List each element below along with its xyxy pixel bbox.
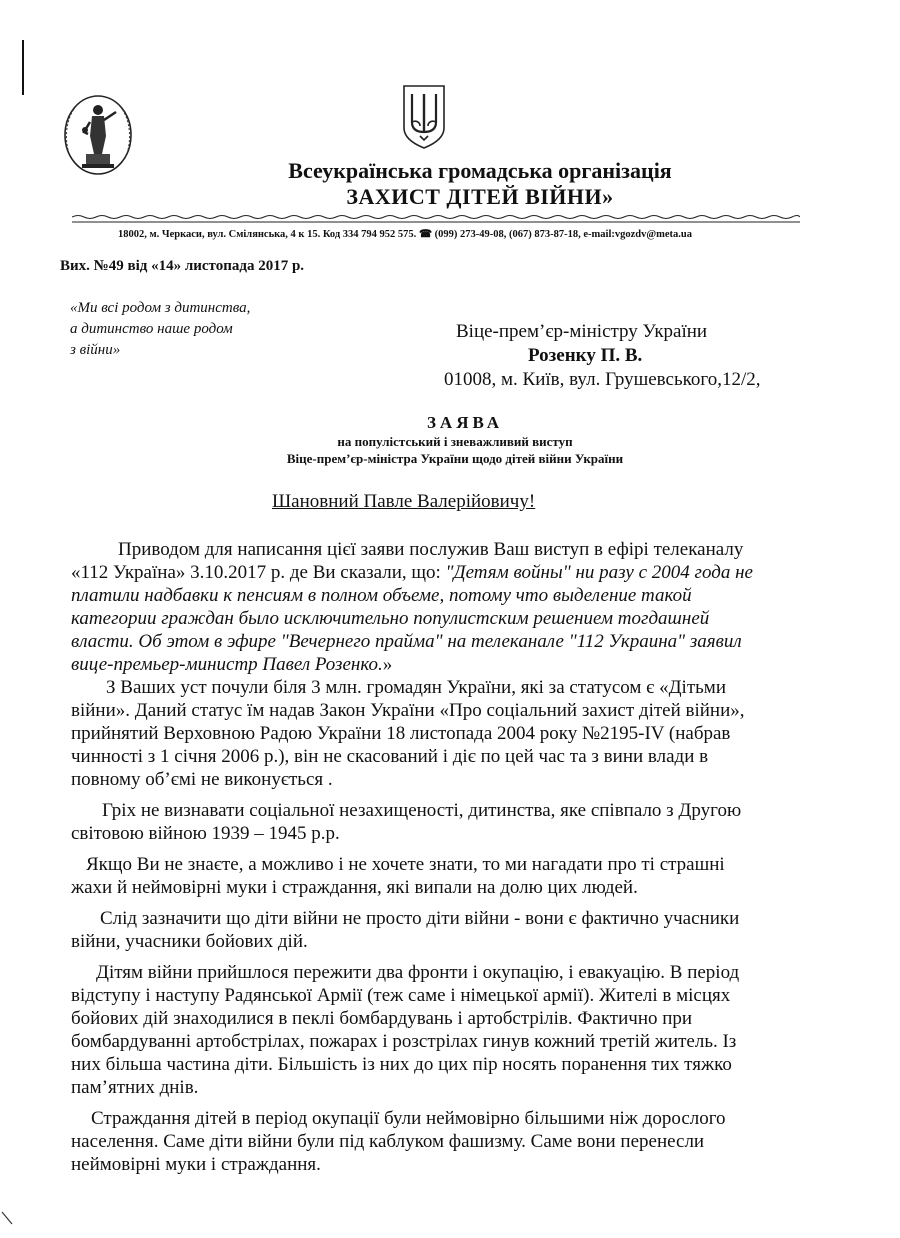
- body-text: прийнятий Верховною Радою України 18 листопада 2004 року №2195-IV (набрав: [71, 723, 731, 744]
- body-text: чинності з 1 січня 2006 р.), він не скасований і діє по цей час та з вини влади в: [71, 746, 709, 767]
- body-paragraph: [71, 961, 816, 1099]
- body-line: [71, 768, 816, 791]
- body-text: Якщо Ви не знаєте, а можливо і не хочете знати, то ми нагадати про ті страшні: [86, 854, 725, 875]
- epigraph-line: а дитинство наше родом: [70, 321, 233, 337]
- body-paragraph: [71, 907, 816, 953]
- body-text: Слід зазначити що діти війни не просто діти війни - вони є фактично учасники: [100, 908, 740, 929]
- quoted-text: категории граждан было исключительно популистским решением тогдашней: [71, 608, 710, 629]
- body-line: [102, 799, 816, 822]
- addressee-role: Віце-прем’єр-міністру України: [456, 321, 708, 342]
- phone-icon: ☎: [418, 229, 433, 240]
- body-line: [91, 1107, 816, 1130]
- body-line: [71, 722, 816, 745]
- body-line: [71, 1153, 816, 1176]
- body-line: [118, 538, 816, 561]
- epigraph-line: «Ми всі родом з дитинства,: [70, 300, 251, 316]
- addressee-name: Розенку П. В.: [528, 345, 643, 366]
- body-paragraph: [71, 1107, 816, 1176]
- org-name-line2: ЗАХИСТ ДІТЕЙ ВІЙНИ»: [346, 184, 614, 209]
- body-text: бойових дій знаходилися в пеклі бомбардувань і артобстрілів. Фактично при: [71, 1008, 693, 1029]
- body-text: жахи й неймовірні муки і страждання, які випали на долю цих людей.: [71, 877, 638, 898]
- body-line: [71, 584, 816, 607]
- quoted-text: вице-премьер-министр Павел Розенко.: [71, 654, 383, 675]
- body-line: [71, 653, 816, 676]
- body-line: [71, 930, 816, 953]
- quoted-text: власти. Об этом в эфире "Вечернего прайма" на телеканале "112 Украина" заявил: [71, 631, 742, 652]
- corner-scan-mark: [0, 1210, 16, 1228]
- body-paragraph: [71, 853, 816, 899]
- trident-coat-of-arms-icon: [400, 82, 448, 150]
- body-line: [71, 561, 816, 584]
- body-line: [71, 699, 816, 722]
- salutation: Шановний Павле Валерійовичу!: [272, 491, 536, 512]
- quoted-text: "Детям войны" ни разу с 2004 года не: [445, 562, 753, 583]
- quoted-text: платили надбавки к пенсиям в полном объеме, потому что выделение такой: [71, 585, 692, 606]
- body-line: [86, 853, 816, 876]
- margin-line: [22, 40, 24, 95]
- body-line: [71, 745, 816, 768]
- body-text: »: [382, 654, 393, 675]
- contact-phones-email: (099) 273-49-08, (067) 873-87-18, e-mail:vgozdv@meta.ua: [434, 229, 692, 240]
- paragraph-gap: [96, 899, 816, 907]
- body-text: Страждання дітей в період окупації були неймовірно більшими ніж дорослого: [91, 1108, 726, 1129]
- outgoing-reference: Вих. №49 від «14» листопада 2017 р.: [60, 258, 305, 274]
- body-line: [71, 1007, 816, 1030]
- document-subtitle-line2: Віце-прем’єр-міністра України щодо дітей війни України: [286, 451, 624, 466]
- body-text: повному об’ємі не виконується .: [71, 769, 333, 790]
- paragraph-gap: [96, 953, 816, 961]
- body-text: Приводом для написання цієї заяви послужив Ваш виступ в ефірі телеканалу: [118, 539, 744, 560]
- contact-address: 18002, м. Черкаси, вул. Смілянська, 4 к 15. Код 334 794 952 575.: [118, 229, 417, 240]
- body-text: світовою війною 1939 – 1945 р.р.: [71, 823, 340, 844]
- body-text: пам’ятних днів.: [71, 1077, 199, 1098]
- body-line: [71, 607, 816, 630]
- body-line: [96, 961, 816, 984]
- body-paragraph: [71, 538, 816, 676]
- body-text: бомбардуванні артобстрілах, пожарах і розстрілах гинув кожний третій житель. Із: [71, 1031, 737, 1052]
- document-title: ЗАЯВА: [426, 413, 504, 432]
- body-paragraph: [71, 676, 816, 791]
- body-line: [71, 1053, 816, 1076]
- body-text: Дітям війни прийшлося пережити два фронти і окупацію, і евакуацію. В період: [96, 962, 740, 983]
- body-text: них більша частина діти. Більшість із них до цих пір носять поранення тих тяжко: [71, 1054, 732, 1075]
- body-line: [71, 1130, 816, 1153]
- body-text: З Ваших уст почули біля 3 млн. громадян України, які за статусом є «Дітьми: [106, 677, 726, 698]
- body-text: неймовірні муки і страждання.: [71, 1154, 321, 1175]
- paragraph-gap: [96, 1099, 816, 1107]
- body-line: [106, 676, 816, 699]
- addressee-block: [444, 320, 761, 392]
- body-line: [71, 1076, 816, 1099]
- header-wavy-rule: [72, 212, 800, 226]
- body-text: «112 Україна» 3.10.2017 р. де Ви сказали, що:: [71, 562, 446, 583]
- body-line: [71, 822, 816, 845]
- addressee-address: 01008, м. Київ, вул. Грушевського,12/2,: [444, 369, 761, 390]
- body-text: Гріх не визнавати соціальної незахищеності, дитинства, яке співпало з Другою: [102, 800, 742, 821]
- body-text: населення. Саме діти війни були під каблуком фашизму. Саме вони перенесли: [71, 1131, 705, 1152]
- paragraph-gap: [96, 791, 816, 799]
- body-line: [71, 876, 816, 899]
- contact-details: [118, 228, 692, 240]
- document-subtitle-line1: на популістський і зневажливий виступ: [337, 434, 573, 449]
- body-line: [71, 630, 816, 653]
- epigraph-line: з війни»: [70, 342, 121, 358]
- body-text: війни, учасники бойових дій.: [71, 931, 308, 952]
- body-text: відступу і наступу Радянської Армії (теж саме і німецької армії). Жителі в місцях: [71, 985, 731, 1006]
- epigraph: [70, 298, 250, 361]
- body-line: [71, 1030, 816, 1053]
- body-line: [100, 907, 816, 930]
- body-text: війни». Даний статус їм надав Закон України «Про соціальний захист дітей війни»,: [71, 700, 745, 721]
- body-line: [71, 984, 816, 1007]
- org-name-line1: Всеукраїнська громадська організація: [288, 158, 672, 183]
- paragraph-gap: [96, 845, 816, 853]
- body-paragraph: [71, 799, 816, 845]
- letter-body: [71, 538, 816, 1176]
